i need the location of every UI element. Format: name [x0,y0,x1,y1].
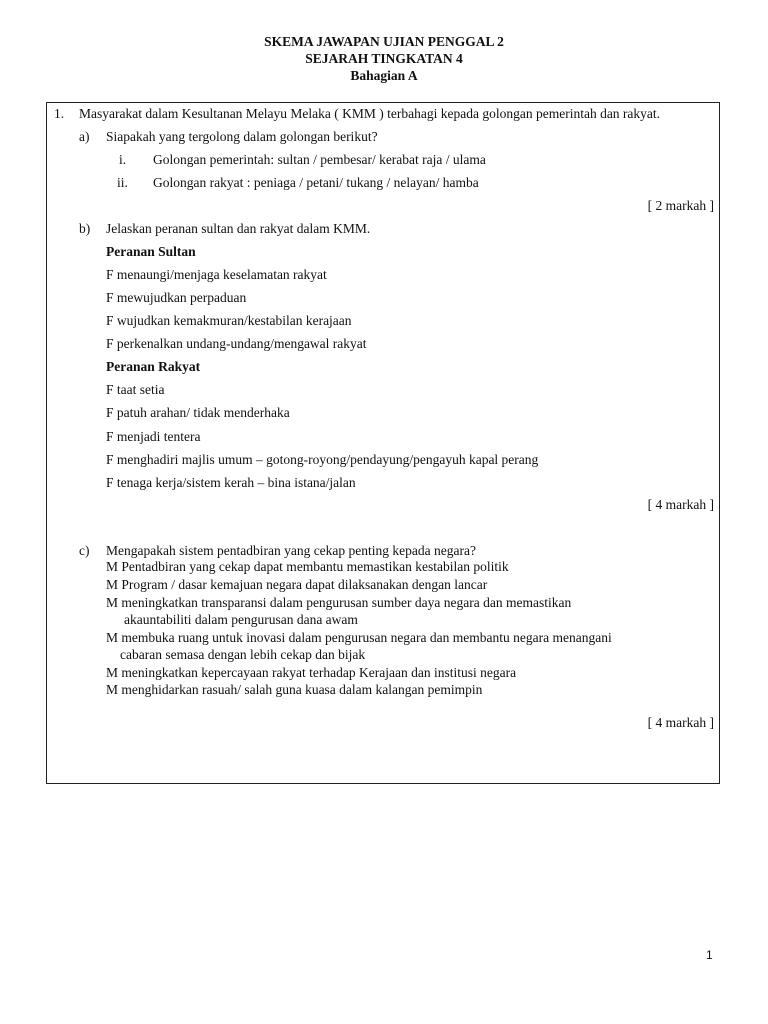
part-a-item: Golongan pemerintah: sultan / pembesar/ kerabat raja / ulama [153,152,486,167]
answer-point: M menghidarkan rasuah/ salah guna kuasa dalam kalangan pemimpin [106,682,483,697]
part-a-item-num: ii. [117,175,128,190]
part-c-prompt: Mengapakah sistem pentadbiran yang cekap penting kepada negara? [106,543,476,558]
question-number: 1. [54,106,65,121]
part-c-label: c) [79,543,90,558]
part-a-label: a) [79,129,90,144]
answer-point: F patuh arahan/ tidak menderhaka [106,405,290,420]
answer-point: F perkenalkan undang-undang/mengawal rakyat [106,336,367,351]
answer-point: M meningkatkan kepercayaan rakyat terhadap Kerajaan dan institusi negara [106,665,517,680]
part-b-marks: [ 4 markah ] [647,497,714,512]
section-title: Bahagian A [350,68,418,83]
answer-point: F menjadi tentera [106,429,201,444]
document-title: SKEMA JAWAPAN UJIAN PENGGAL 2 [264,34,504,49]
answer-point: F menghadiri majlis umum – gotong-royong/pendayung/pengayuh kapal perang [106,452,539,467]
peranan-rakyat-heading: Peranan Rakyat [106,359,201,374]
answer-point: F tenaga kerja/sistem kerah – bina istana/jalan [106,475,356,490]
answer-point: M Pentadbiran yang cekap dapat membantu memastikan kestabilan politik [106,559,509,574]
part-c-marks: [ 4 markah ] [647,715,714,730]
part-a-prompt: Siapakah yang tergolong dalam golongan berikut? [106,129,378,144]
answer-point: M membuka ruang untuk inovasi dalam pengurusan negara dan membantu negara menangani [106,630,612,645]
answer-point: F wujudkan kemakmuran/kestabilan kerajaan [106,313,352,328]
answer-point-continuation: cabaran semasa dengan lebih cekap dan bijak [120,647,366,662]
part-a-item: Golongan rakyat : peniaga / petani/ tukang / nelayan/ hamba [153,175,479,190]
part-b-label: b) [79,221,91,236]
part-a-item-num: i. [119,152,127,167]
answer-point: M Program / dasar kemajuan negara dapat dilaksanakan dengan lancar [106,577,488,592]
page-number: 1 [706,948,713,962]
answer-point: M meningkatkan transparansi dalam pengurusan sumber daya negara dan memastikan [106,595,572,610]
peranan-sultan-heading: Peranan Sultan [106,244,196,259]
answer-point-continuation: akauntabiliti dalam pengurusan dana awam [124,612,358,627]
question-stem: Masyarakat dalam Kesultanan Melayu Melaka ( KMM ) terbahagi kepada golongan pemerintah dan rakyat. [79,106,661,121]
part-a-marks: [ 2 markah ] [647,198,714,213]
answer-point: F menaungi/menjaga keselamatan rakyat [106,267,327,282]
answer-point: F mewujudkan perpaduan [106,290,247,305]
document-subtitle: SEJARAH TINGKATAN 4 [305,51,463,66]
answer-point: F taat setia [106,382,165,397]
part-b-prompt: Jelaskan peranan sultan dan rakyat dalam KMM. [106,221,371,236]
